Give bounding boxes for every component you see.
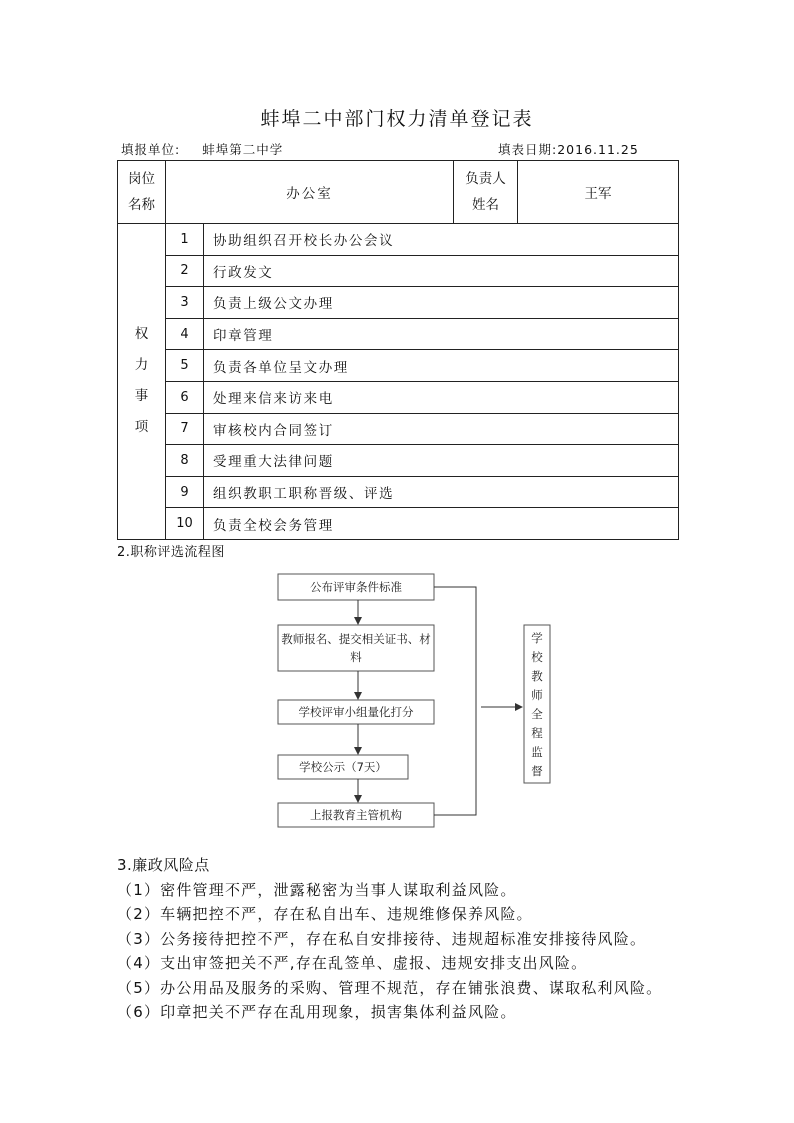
flow-step-text: 教师报名、提交相关证书、材 <box>281 632 431 646</box>
item-text: 协助组织召开校长办公会议 <box>204 224 679 256</box>
table-row <box>118 476 679 508</box>
post-label-cell <box>118 161 166 224</box>
table-row <box>118 287 679 319</box>
post-label-line: 岗位 <box>128 171 155 187</box>
risk-section <box>117 853 683 1025</box>
risk-item: （6）印章把关不严存在乱用现象，损害集体利益风险。 <box>117 1003 517 1021</box>
item-text: 处理来信来访来电 <box>204 381 679 413</box>
table-row <box>118 445 679 477</box>
item-number: 10 <box>166 508 204 540</box>
item-number: 1 <box>166 224 204 256</box>
item-number: 5 <box>166 350 204 382</box>
flow-step-text: 公布评审条件标准 <box>310 580 402 594</box>
table-row <box>118 318 679 350</box>
item-number: 9 <box>166 476 204 508</box>
section-2-title: 2.职称评选流程图 <box>117 545 225 560</box>
supervisor-char: 程 <box>531 726 543 740</box>
item-number: 3 <box>166 287 204 319</box>
side-char: 事 <box>134 388 149 405</box>
item-text: 组织教职工职称晋级、评选 <box>204 476 679 508</box>
risk-item: （1）密件管理不严，泄露秘密为当事人谋取利益风险。 <box>117 880 517 899</box>
item-text: 印章管理 <box>204 318 679 350</box>
flow-step-text: 学校评审小组量化打分 <box>298 705 414 719</box>
table-row <box>118 255 679 287</box>
flow-chart <box>270 566 570 832</box>
power-list-table <box>117 160 679 540</box>
item-number: 2 <box>166 255 204 287</box>
supervisor-char: 学 <box>531 631 543 645</box>
item-number: 8 <box>166 445 204 477</box>
fill-date-value: 2016.11.25 <box>557 142 639 157</box>
supervisor-char: 师 <box>531 688 543 702</box>
supervisor-char: 教 <box>531 669 543 683</box>
fill-unit-value: 蚌埠第二中学 <box>202 142 284 157</box>
fill-date <box>498 140 639 158</box>
fill-date-label: 填表日期: <box>498 142 558 157</box>
flow-step-text: 料 <box>350 650 362 664</box>
supervisor-char: 全 <box>531 707 543 721</box>
person-label-line: 负责人 <box>465 171 506 187</box>
side-char: 项 <box>134 419 149 436</box>
side-char: 力 <box>134 357 149 374</box>
section-3-title: 3.廉政风险点 <box>117 856 210 874</box>
supervisor-char: 监 <box>531 745 543 759</box>
risk-item: （3）公务接待把控不严，存在私自安排接待、违规超标准安排接待风险。 <box>117 929 647 948</box>
risk-item: （2）车辆把控不严，存在私自出车、违规维修保养风险。 <box>117 905 533 923</box>
side-char: 权 <box>134 326 149 343</box>
risk-item: （4）支出审签把关不严,存在乱签单、虚报、违规安排支出风险。 <box>117 954 588 972</box>
item-number: 6 <box>166 381 204 413</box>
department-cell: 办公室 <box>166 161 454 224</box>
supervisor-box <box>524 625 550 783</box>
person-name-cell: 王军 <box>518 161 679 224</box>
item-text: 受理重大法律问题 <box>204 445 679 477</box>
item-number: 7 <box>166 413 204 445</box>
supervisor-char: 督 <box>531 764 543 778</box>
table-row <box>118 350 679 382</box>
supervisor-char: 校 <box>531 650 543 664</box>
power-items-label <box>118 224 166 540</box>
risk-item: （5）办公用品及服务的采购、管理不规范，存在铺张浪费、谋取私利风险。 <box>117 978 663 997</box>
table-row <box>118 413 679 445</box>
flow-bracket-line <box>434 587 476 815</box>
item-text: 负责全校会务管理 <box>204 508 679 540</box>
flow-step-text: 上报教育主管机构 <box>310 808 402 822</box>
fill-unit-label: 填报单位: <box>121 142 181 157</box>
person-label-cell <box>454 161 518 224</box>
item-text: 负责上级公文办理 <box>204 287 679 319</box>
table-header-row <box>118 161 679 224</box>
item-text: 行政发文 <box>204 255 679 287</box>
fill-unit <box>121 140 283 158</box>
item-text: 审核校内合同签订 <box>204 413 679 445</box>
table-row <box>118 508 679 540</box>
page-title: 蚌埠二中部门权力清单登记表 <box>260 108 534 130</box>
post-label-line: 名称 <box>128 197 155 213</box>
item-number: 4 <box>166 318 204 350</box>
item-text: 负责各单位呈文办理 <box>204 350 679 382</box>
table-row <box>118 381 679 413</box>
person-label-line: 姓名 <box>472 197 499 213</box>
flow-step-text: 学校公示（7天） <box>299 760 387 774</box>
table-row <box>118 224 679 256</box>
